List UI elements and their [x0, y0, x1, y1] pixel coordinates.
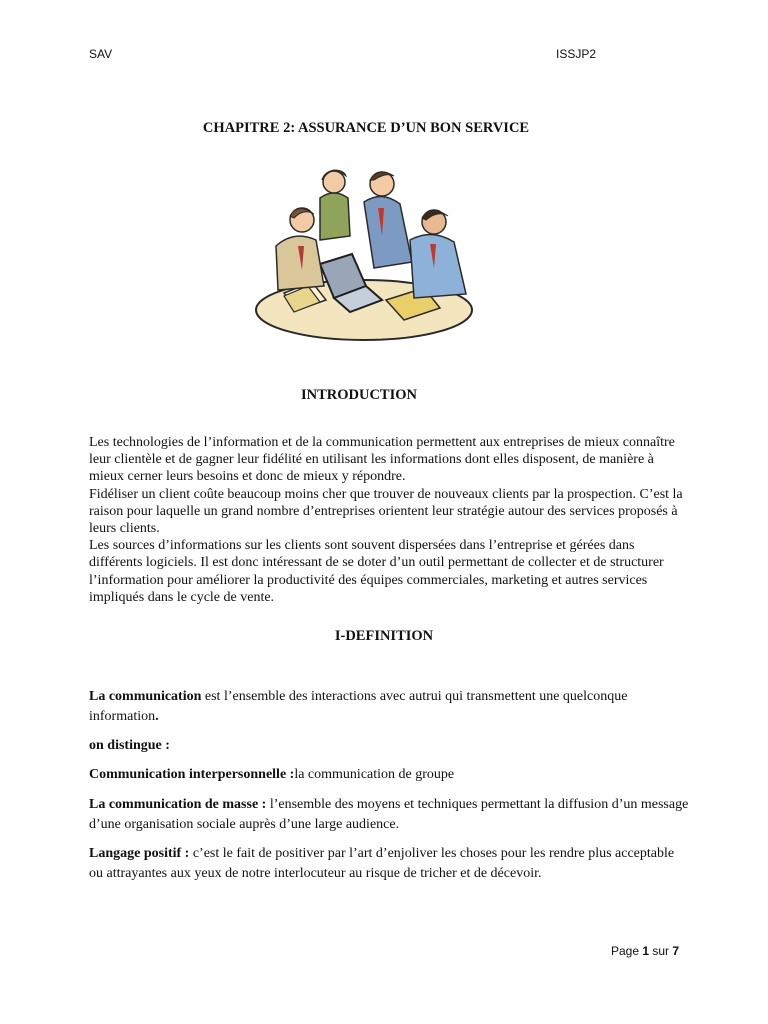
- definition-masse: [89, 795, 689, 834]
- page-current: 1: [642, 944, 650, 958]
- header-left: SAV: [89, 47, 113, 61]
- intro-paragraph-1: Les technologies de l’information et de la communication permettent aux entreprises de mieux connaître leur clientèle et de gagner leur fidélité en utilisant les informations dont elles disposent, de manière à mieux cerner leurs besoins et donc de mieux y répondre.: [89, 435, 675, 485]
- definition-distinguish: [89, 736, 689, 756]
- text-distinguish: on distingue :: [89, 738, 170, 753]
- text-langage: c’est le fait de positiver par l’art d’enjoliver les choses pour les rendre plus acceptable ou attrayantes aux yeux de notre interlocuteur au risque de tricher et de décevoir.: [89, 846, 675, 881]
- page-total: 7: [672, 944, 680, 958]
- term-interpersonnelle: Communication interpersonnelle :: [89, 767, 295, 782]
- team-laptop-illustration: [254, 158, 486, 344]
- definition-communication: [89, 687, 689, 726]
- term-communication: La communication: [89, 689, 202, 704]
- term-langage: Langage positif :: [89, 846, 190, 861]
- introduction-title: INTRODUCTION: [300, 387, 417, 403]
- term-masse: La communication de masse :: [89, 797, 267, 812]
- header-right: ISSJP2: [556, 47, 597, 61]
- page-number: [611, 944, 679, 958]
- intro-paragraph-2: Fidéliser un client coûte beaucoup moins cher que trouver de nouveaux clients par la prospection. C’est la raison pour laquelle un grand nombre d’entreprises orientent leur stratégie autour des services proposés à leurs clients.: [89, 486, 683, 537]
- text-communication: est l’ensemble des interactions avec autrui qui transmettent une quelconque information: [89, 689, 628, 724]
- text-interpersonnelle: la communication de groupe: [294, 767, 455, 782]
- definition-interpersonnelle: [89, 765, 689, 785]
- chapter-title: CHAPITRE 2: ASSURANCE D’UN BON SERVICE: [202, 120, 530, 136]
- intro-paragraph-3: Les sources d’informations sur les clients sont souvent dispersées dans l’entreprise et gérées dans différents logiciels. Il est donc intéressant de se doter d’un outil permettant de collecter et de structurer l’information pour améliorer la productivité des équipes commerciales, marketing et autres services impliqués dans le cycle de vente.: [89, 538, 664, 605]
- text-communication-end: .: [155, 708, 159, 724]
- definition-langage: [89, 844, 689, 883]
- page-middle: sur: [649, 944, 673, 958]
- introduction-body: [89, 434, 689, 606]
- definition-title: I-DEFINITION: [334, 628, 434, 644]
- text-masse: l’ensemble des moyens et techniques permettant la diffusion d’un message d’une organisation sociale auprès d’une large audience.: [89, 797, 689, 832]
- page-prefix: Page: [611, 944, 643, 958]
